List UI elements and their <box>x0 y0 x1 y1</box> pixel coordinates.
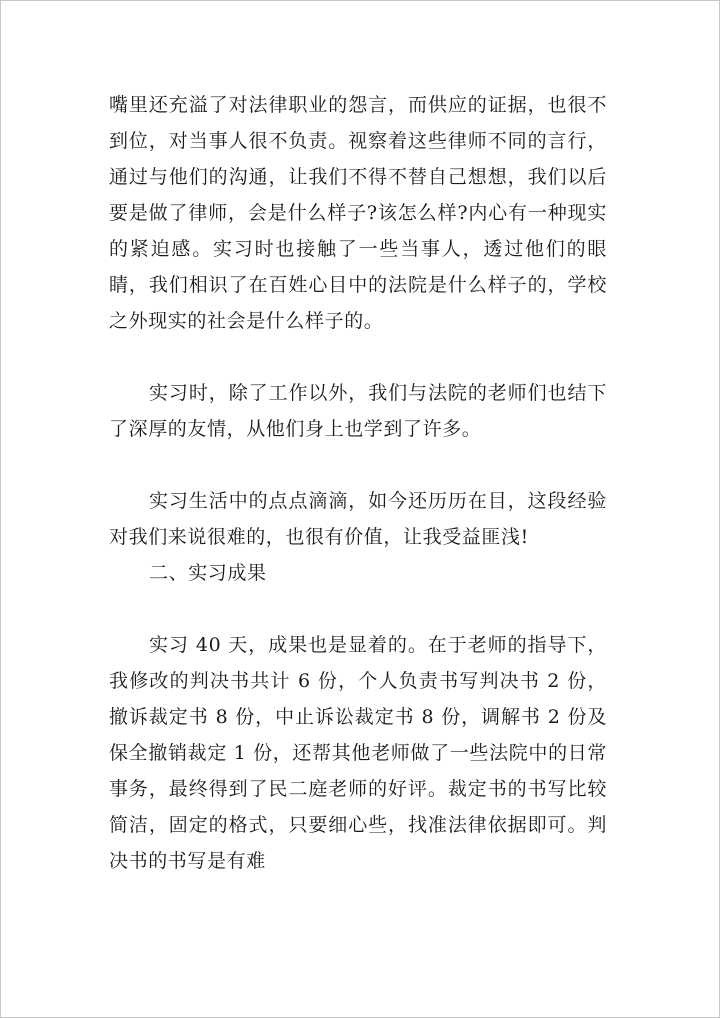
paragraph-friendship: 实习时，除了工作以外，我们与法院的老师们也结下了深厚的友情，从他们身上也学到了许多。 <box>109 382 607 440</box>
document-body <box>109 87 607 879</box>
paragraph-results: 实习 40 天，成果也是显着的。在于老师的指导下，我修改的判决书共计 6 份，个人负责书写判决书 2 份，撤诉裁定书 8 份，中止诉讼裁定书 8 份，调解书 2 份及保全撤销裁定 1 份，还帮其他老师做了一些法院中的日常事务，最终得到了民二庭老师的好评。裁定书的书写比较简洁，固定的格式，只要细心些，找准法律依据即可。判决书的书写是有难 <box>109 634 607 872</box>
paragraph-continuation: 嘴里还充溢了对法律职业的怨言，而供应的证据，也很不到位，对当事人很不负责。视察着这些律师不同的言行，通过与他们的沟通，让我们不得不替自己想想，我们以后要是做了律师，会是什么样子?该怎么样?内心有一种现实的紧迫感。实习时也接触了一些当事人，透过他们的眼睛，我们相识了在百姓心目中的法院是什么样子的，学校之外现实的社会是什么样子的。 <box>109 94 607 332</box>
section-heading: 二、实习成果 <box>149 562 267 584</box>
paragraph-experience: 实习生活中的点点滴滴，如今还历历在目，这段经验对我们来说很难的，也很有价值，让我受益匪浅! <box>109 490 607 548</box>
